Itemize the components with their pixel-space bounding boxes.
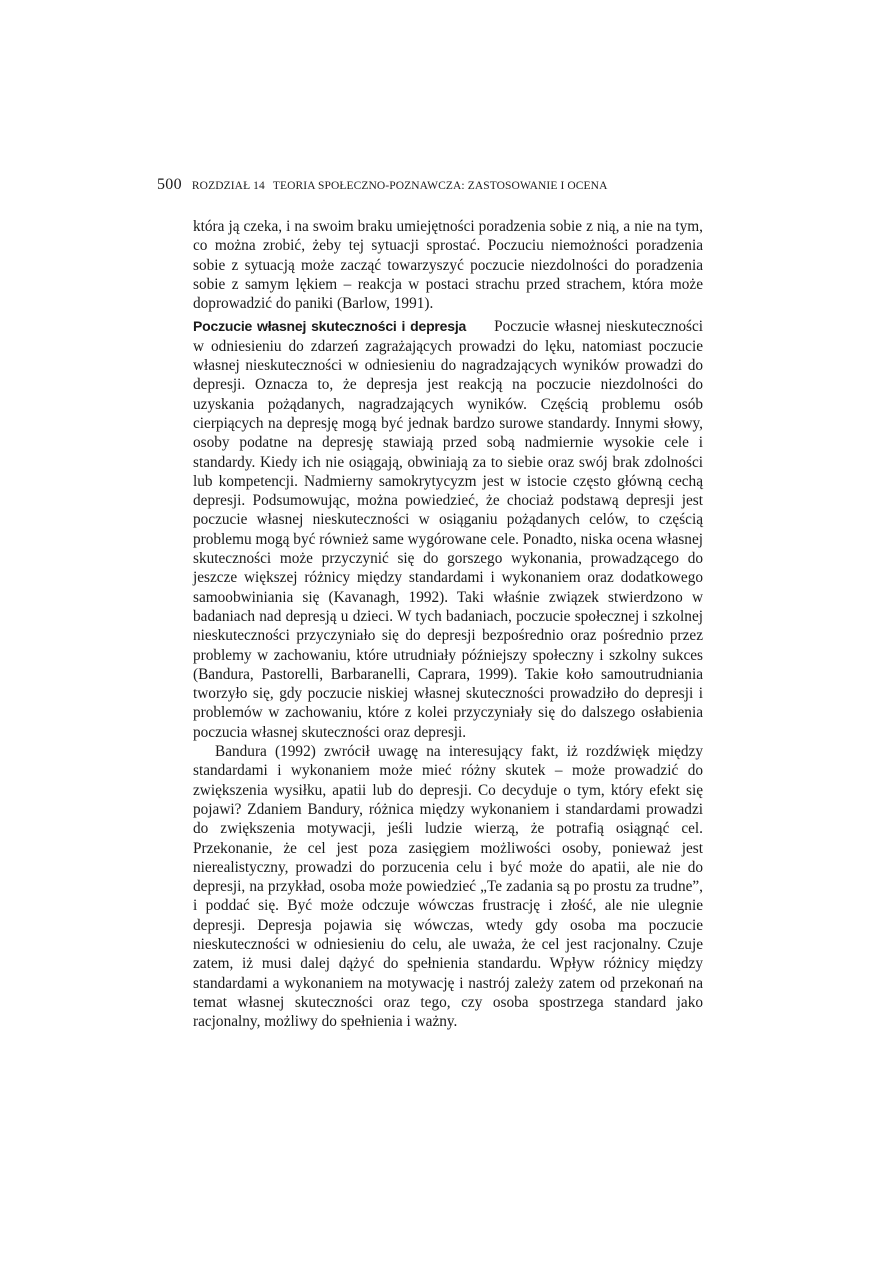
chapter-label: ROZDZIAŁ 14 [191,180,265,192]
section-paragraph [193,317,703,742]
paragraph-bandura: Bandura (1992) zwrócił uwagę na interesujący fakt, iż rozdźwięk między standardami i wykonaniem może mieć różny skutek – może prowadzić do zwiększenia wysiłku, apatii lub do depresji. Co decyduje o tym, który efekt się pojawi? Zdaniem Bandury, różnica między wykonaniem i standardami prowadzi do zwiększenia motywacji, jeśli ludzie wierzą, że potrafią osiągnąć cel. Przekonanie, że cel jest poza zasięgiem możliwości osoby, ponieważ jest nierealistyczny, prowadzi do porzucenia celu i być może do apatii, ale nie do depresji, na przykład, osoba może powiedzieć „Te zadania są po prostu za trudne”, i poddać się. Być może odczuje wówczas frustrację i złość, ale nie ulegnie depresji. Depresja pojawia się wówczas, wtedy gdy osoba ma poczucie nieskuteczności w odniesieniu do celu, ale uważa, że cel jest racjonalny. Czuje zatem, iż musi dalej dążyć do spełnienia standardu. Wpływ różnicy między standardami a wykonaniem na motywację i nastrój zależy zatem od przekonań na temat własnej skuteczności oraz tego, czy osoba spostrzega standard jako racjonalny, możliwy do spełnienia i ważny. [193,743,703,1031]
chapter-title: TEORIA SPOŁECZNO-POZNAWCZA: ZASTOSOWANIE I OCENA [272,180,608,192]
page-number: 500 [157,176,182,193]
page-body [193,217,703,1031]
section-paragraph-text: Poczucie własnej nieskuteczności w odniesieniu do zdarzeń zagrażających prowadzi do lęku, natomiast poczucie własnej nieskuteczności w odniesieniu do nagradzających wyników prowadzi do depresji. Oznacza to, że depresja jest reakcją na poczucie niezdolności do uzyskania pożądanych, nagradzających wyników. Częścią problemu osób cierpiących na depresję mogą być jednak bardzo surowe standardy. Innymi słowy, osoby podatne na depresję stawiają przed sobą nadmiernie wysokie cele i standardy. Kiedy ich nie osiągają, obwiniają za to siebie oraz swój brak zdolności lub kompetencji. Nadmierny samokrytycyzm jest w istocie często główną cechą depresji. Podsumowując, można powiedzieć, że chociaż podstawą depresji jest poczucie własnej nieskuteczności w osiąganiu pożądanych celów, to częścią problemu mogą być również same wygórowane cele. Ponadto, niska ocena własnej skuteczności może przyczynić się do gorszego wykonania, prowadzącego do jeszcze większej różnicy między standardami i wykonaniem oraz dodatkowego samoobwiniania się (Kavanagh, 1992). Taki właśnie związek stwierdzono w badaniach nad depresją u dzieci. W tych badaniach, poczucie społecznej i szkolnej nieskuteczności przyczyniało się do depresji bezpośrednio oraz pośrednio przez problemy w zachowaniu, które utrudniały późniejszy społeczny i szkolny sukces (Bandura, Pastorelli, Barbaranelli, Caprara, 1999). Takie koło samoutrudniania tworzyło się, gdy poczucie niskiej własnej skuteczności prowadziło do depresji i problemów w zachowaniu, które z kolei przyczyniały się do dalszego osłabienia poczucia własnej skuteczności oraz depresji. [193,318,704,741]
section-heading: Poczucie własnej skuteczności i depresja [193,318,467,335]
paragraph-continuation: która ją czeka, i na swoim braku umiejętności poradzenia sobie z nią, a nie na tym, co można zrobić, żeby tej sytuacji sprostać. Poczuciu niemożności poradzenia sobie z sytuacją może zacząć towarzyszyć poczucie niezdolności do poradzenia sobie z samym lękiem – reakcja w postaci strachu przed strachem, która może doprowadzić do paniki (Barlow, 1991). [193,218,703,313]
page-header [157,176,717,194]
running-head [192,180,608,192]
